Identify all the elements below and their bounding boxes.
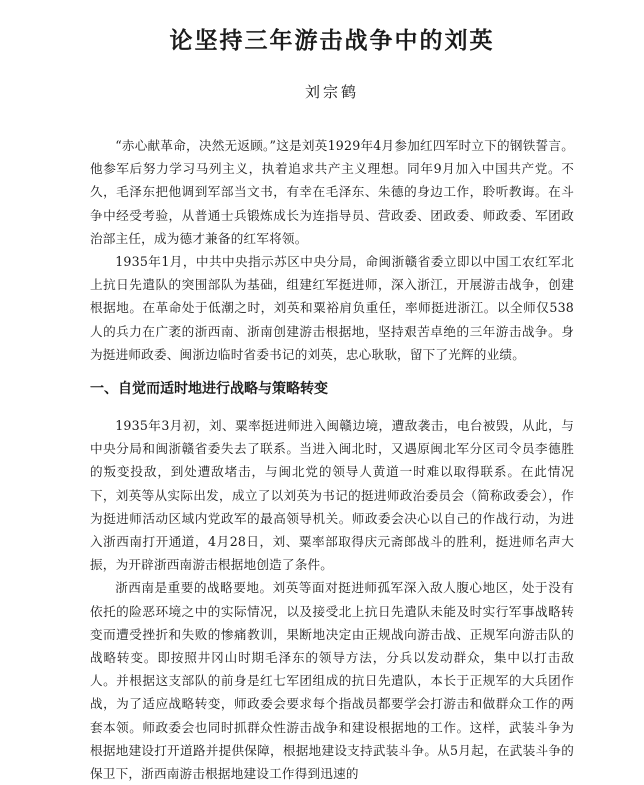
section-paragraph-2: 浙西南是重要的战略要地。刘英等面对挺进师孤军深入敌人腹心地区，处于没有依托的险恶环境之中的实际情况，以及接受北上抗日先遣队未能及时实行军事战略转变而遭受挫折和失败的惨痛教训，果断地决定由正规战向游击战、正规军向游击队的战略转变。即按照井冈山时期毛泽东的领导方法，分兵以发动群众，集中以打击敌人。并根据这支部队的前身是红七军团组成的抗日先遣队，本长于正规军的大兵团作战，为了适应战略转变，师政委会要求每个指战员都要学会打游击和做群众工作的两套本领。师政委会也同时抓群众性游击战争和建设根据地的工作。这样，武装斗争为根据地建设打开道路并提供保障，根据地建设支持武装斗争。从5月起，在武装斗争的保卫下，浙西南游击根据地建设工作得到迅速的 <box>90 580 574 782</box>
article-author: 刘宗鹤 <box>304 83 359 101</box>
intro-paragraph-2: 1935年1月，中共中央指示苏区中央分局，命闽浙赣省委立即以中国工农红军北上抗日先遣队的突围部队为基础，组建红军挺进师，深入浙江，开展游击战争，创建根据地。在革命处于低潮之时，刘英和粟裕肩负重任，率师挺进浙江。以全师仅538人的兵力在广袤的浙西南、浙南创建游击根据地，坚持艰苦卓绝的三年游击战争。身为挺进师政委、闽浙边临时省委书记的刘英，忠心耿耿，留下了光辉的业绩。 <box>90 254 574 362</box>
section-heading: 一、自觉而适时地进行战略与策略转变 <box>90 381 328 398</box>
intro-paragraph-1: “赤心献革命，决然无返顾。”这是刘英1929年4月参加红四军时立下的钢铁誓言。他参军后努力学习马列主义，执着追求共产主义理想。同年9月加入中国共产党。不久，毛泽东把他调到军部当文书，有幸在毛泽东、朱德的身边工作，聆听教诲。在斗争中经受考验，从普通士兵锻炼成长为连指导员、营政委、团政委、师政委、军团政治部主任，成为德才兼备的红军将领。 <box>90 138 574 246</box>
section-paragraph-1: 1935年3月初，刘、粟率挺进师进入闽赣边境，遭敌袭击，电台被毁，从此，与中央分局和闽浙赣省委失去了联系。当进入闽北时，又遇原闽北军分区司令员李德胜的叛变投敌，到处遭敌堵击，与闽北党的领导人黄道一时难以取得联系。在此情况下，刘英等从实际出发，成立了以刘英为书记的挺进师政治委员会（简称政委会），作为挺进师活动区域内党政军的最高领导机关。师政委会决心以自己的作战行动，为进入浙西南打开通道，4月28日，刘、粟率部取得庆元斋郎战斗的胜利，挺进师名声大振，为开辟浙西南游击根据地创造了条件。 <box>90 418 574 573</box>
article-title: 论坚持三年游击战争中的刘英 <box>169 28 495 54</box>
